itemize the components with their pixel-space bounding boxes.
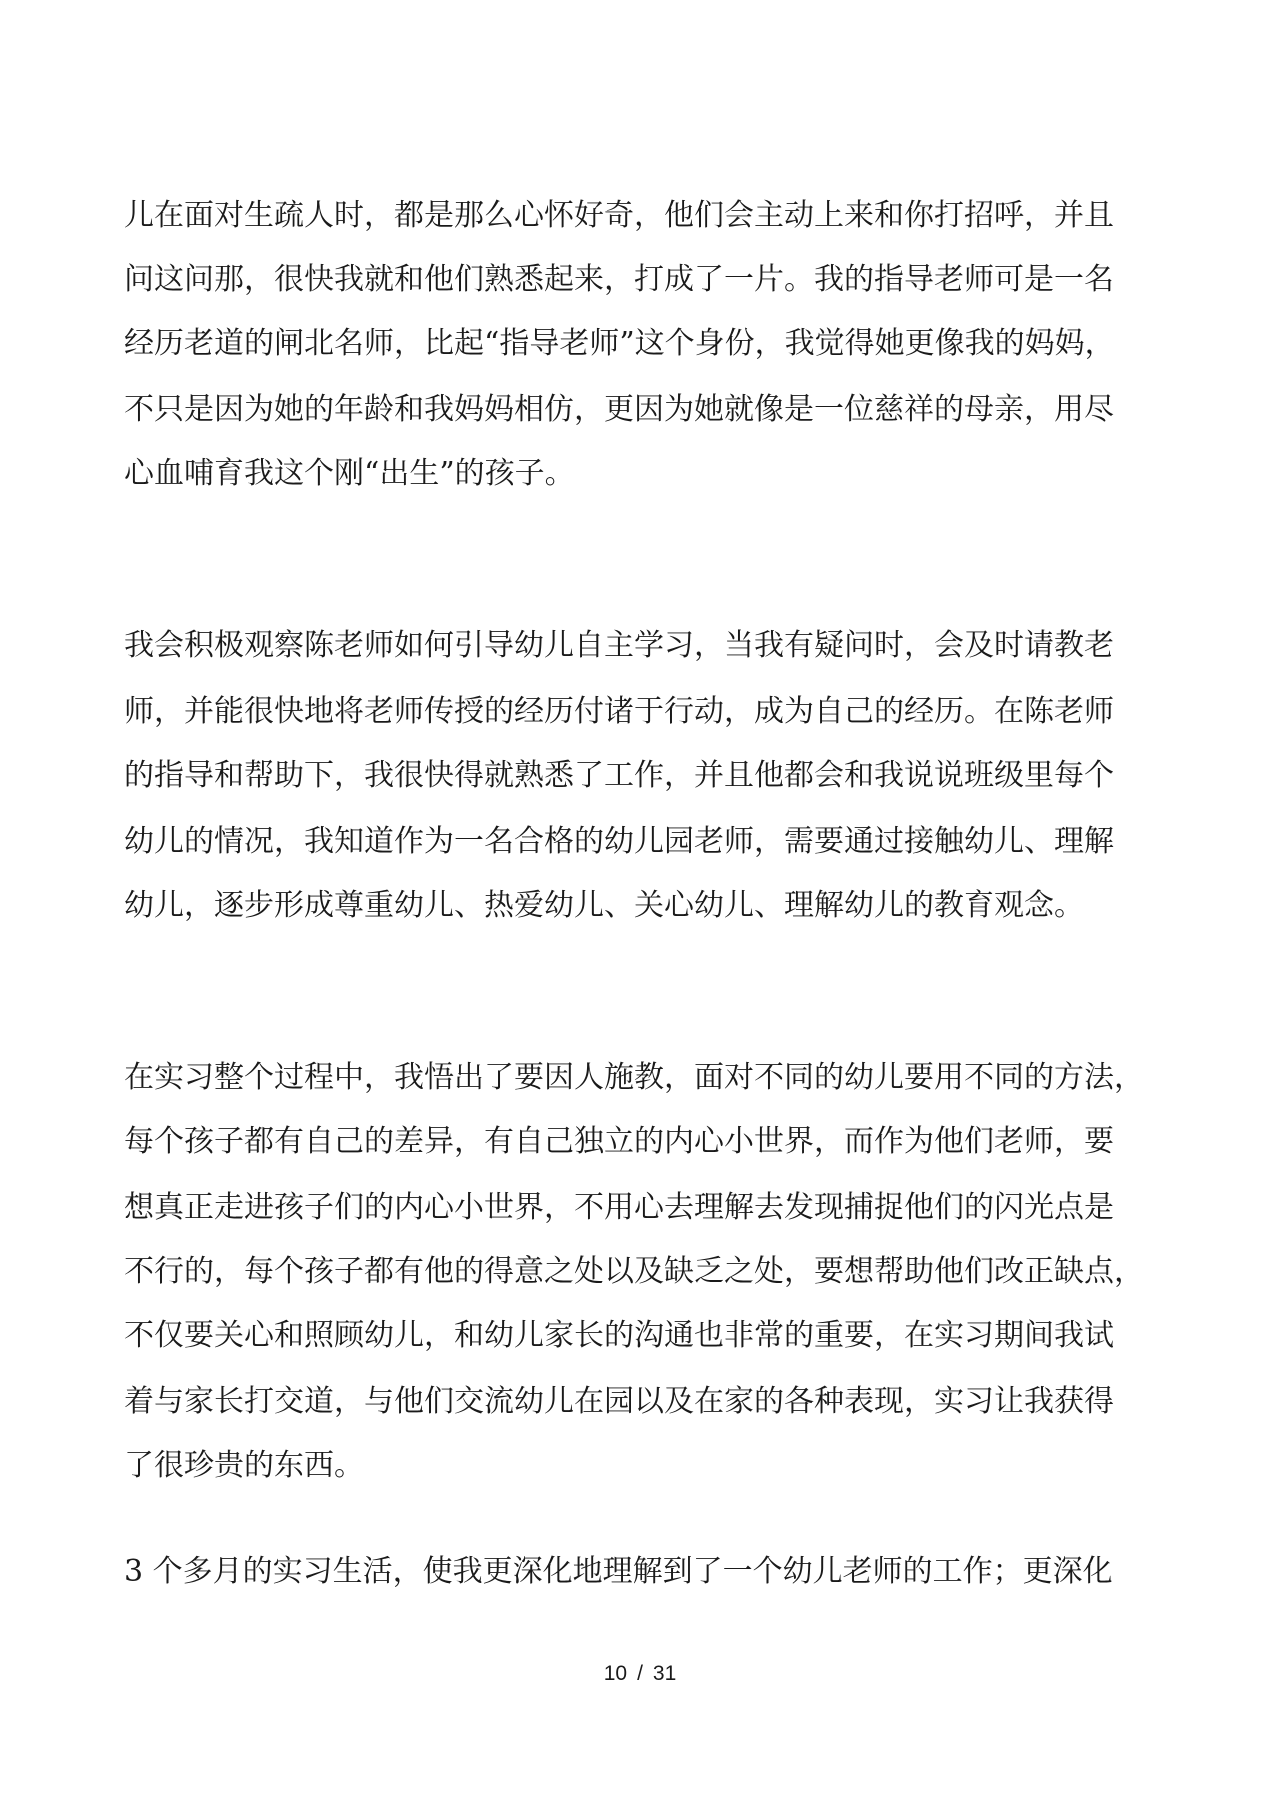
text-line: 经历老道的闸北名师，比起“指导老师”这个身份，我觉得她更像我的妈妈， [124, 326, 1115, 361]
text-line: 了很珍贵的东西。 [124, 1448, 364, 1483]
text-line: 想真正走进孩子们的内心小世界，不用心去理解去发现捕捉他们的闪光点是 [124, 1190, 1114, 1225]
text-line: 心血哺育我这个刚“出生”的孩子。 [124, 456, 575, 491]
page-number [0, 1660, 1280, 1688]
text-line: 幼儿的情况，我知道作为一名合格的幼儿园老师，需要通过接触幼儿、理解 [124, 824, 1114, 859]
text-line: 幼儿，逐步形成尊重幼儿、热爱幼儿、关心幼儿、理解幼儿的教育观念。 [124, 888, 1084, 923]
current-page: 10 [603, 1662, 628, 1685]
text-line: 我会积极观察陈老师如何引导幼儿自主学习，当我有疑问时，会及时请教老 [124, 628, 1114, 663]
text-line: 在实习整个过程中，我悟出了要因人施教，面对不同的幼儿要用不同的方法， [124, 1060, 1144, 1095]
text-line: 的指导和帮助下，我很快得就熟悉了工作，并且他都会和我说说班级里每个 [124, 758, 1114, 793]
total-pages: 31 [652, 1662, 677, 1685]
text-line: 师，并能很快地将老师传授的经历付诸于行动，成为自己的经历。在陈老师 [124, 694, 1114, 729]
page-separator: / [637, 1662, 643, 1685]
text-line: 儿在面对生疏人时，都是那么心怀好奇，他们会主动上来和你打招呼，并且 [124, 198, 1114, 233]
text-line: 不只是因为她的年龄和我妈妈相仿，更因为她就像是一位慈祥的母亲，用尽 [124, 392, 1114, 427]
text-line: 3 个多月的实习生活，使我更深化地理解到了一个幼儿老师的工作；更深化 [124, 1554, 1113, 1589]
text-line: 每个孩子都有自己的差异，有自己独立的内心小世界，而作为他们老师，要 [124, 1124, 1114, 1159]
text-line: 不仅要关心和照顾幼儿，和幼儿家长的沟通也非常的重要，在实习期间我试 [124, 1318, 1114, 1353]
text-line: 着与家长打交道，与他们交流幼儿在园以及在家的各种表现，实习让我获得 [124, 1384, 1114, 1419]
text-line: 问这问那，很快我就和他们熟悉起来，打成了一片。我的指导老师可是一名 [124, 262, 1114, 297]
text-line: 不行的，每个孩子都有他的得意之处以及缺乏之处，要想帮助他们改正缺点， [124, 1254, 1144, 1289]
